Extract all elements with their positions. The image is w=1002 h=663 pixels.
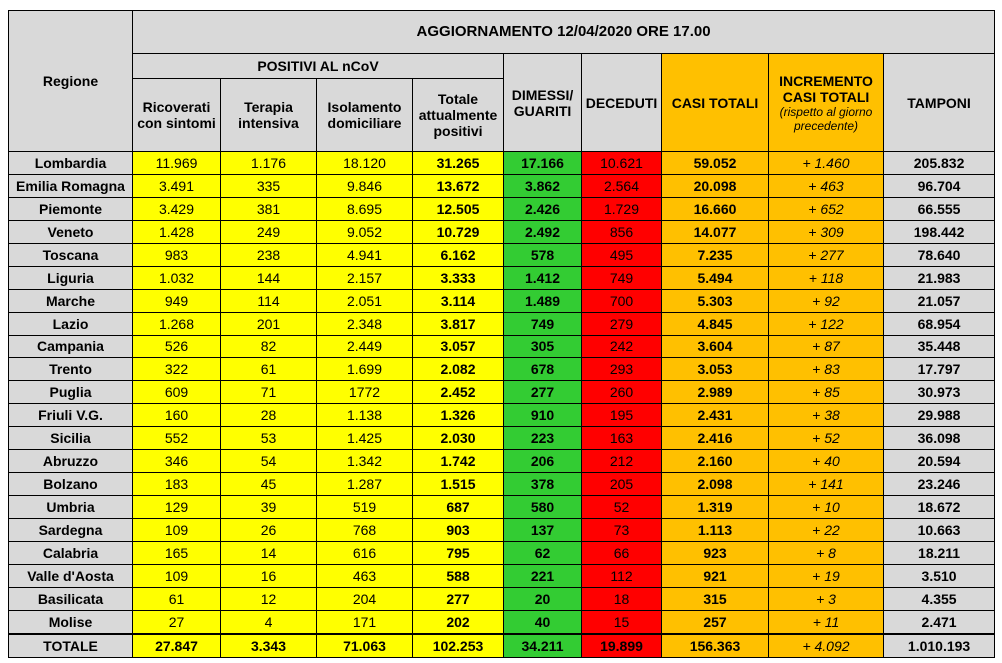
cell-casi-totali: 3.604 xyxy=(662,335,769,358)
cell-deceduti: 2.564 xyxy=(582,174,662,197)
cell-totale-positivi: 12.505 xyxy=(413,197,504,220)
cell-totale-positivi: 2.452 xyxy=(413,381,504,404)
cell-incremento: + 38 xyxy=(769,404,884,427)
cell-dimessi: 206 xyxy=(504,450,582,473)
table-row xyxy=(9,587,995,610)
cell-incremento: + 10 xyxy=(769,496,884,519)
table-row xyxy=(9,381,995,404)
cell-regione: Calabria xyxy=(9,541,133,564)
table-row xyxy=(9,220,995,243)
cell-deceduti: 495 xyxy=(582,243,662,266)
cell-terapia: 82 xyxy=(221,335,317,358)
cell-tamponi: 4.355 xyxy=(884,587,995,610)
cell-deceduti: 163 xyxy=(582,427,662,450)
cell-deceduti: 205 xyxy=(582,473,662,496)
cell-ricoverati: 609 xyxy=(133,381,221,404)
cell-totale-positivi: 3.057 xyxy=(413,335,504,358)
header-ricoverati: Ricoverati con sintomi xyxy=(133,79,221,152)
cell-tamponi: 20.594 xyxy=(884,450,995,473)
cell-tamponi: 18.672 xyxy=(884,496,995,519)
cell-totale-positivi: 6.162 xyxy=(413,243,504,266)
cell-totale-positivi: 277 xyxy=(413,587,504,610)
cell-isolamento: 1.287 xyxy=(317,473,413,496)
total-casi: 156.363 xyxy=(662,634,769,658)
cell-casi-totali: 921 xyxy=(662,564,769,587)
cell-isolamento: 2.157 xyxy=(317,266,413,289)
cell-terapia: 4 xyxy=(221,610,317,633)
header-terapia: Terapia intensiva xyxy=(221,79,317,152)
header-casi-totali: CASI TOTALI xyxy=(662,54,769,152)
cell-casi-totali: 20.098 xyxy=(662,174,769,197)
cell-ricoverati: 1.268 xyxy=(133,312,221,335)
table-row xyxy=(9,564,995,587)
cell-totale-positivi: 10.729 xyxy=(413,220,504,243)
cell-tamponi: 3.510 xyxy=(884,564,995,587)
table-row xyxy=(9,610,995,633)
cell-dimessi: 2.426 xyxy=(504,197,582,220)
cell-casi-totali: 2.160 xyxy=(662,450,769,473)
cell-tamponi: 205.832 xyxy=(884,152,995,175)
cell-regione: Basilicata xyxy=(9,587,133,610)
cell-isolamento: 2.348 xyxy=(317,312,413,335)
cell-incremento: + 83 xyxy=(769,358,884,381)
cell-totale-positivi: 2.082 xyxy=(413,358,504,381)
cell-incremento: + 8 xyxy=(769,541,884,564)
cell-totale-positivi: 3.114 xyxy=(413,289,504,312)
table-row xyxy=(9,427,995,450)
total-tamponi: 1.010.193 xyxy=(884,634,995,658)
header-deceduti: DECEDUTI xyxy=(582,54,662,152)
cell-tamponi: 29.988 xyxy=(884,404,995,427)
cell-isolamento: 519 xyxy=(317,496,413,519)
cell-ricoverati: 3.491 xyxy=(133,174,221,197)
cell-casi-totali: 923 xyxy=(662,541,769,564)
header-incremento xyxy=(769,54,884,152)
cell-dimessi: 580 xyxy=(504,496,582,519)
cell-tamponi: 10.663 xyxy=(884,519,995,542)
cell-deceduti: 112 xyxy=(582,564,662,587)
cell-terapia: 114 xyxy=(221,289,317,312)
cell-terapia: 61 xyxy=(221,358,317,381)
cell-regione: Abruzzo xyxy=(9,450,133,473)
cell-deceduti: 700 xyxy=(582,289,662,312)
cell-tamponi: 35.448 xyxy=(884,335,995,358)
cell-tamponi: 66.555 xyxy=(884,197,995,220)
report-title: AGGIORNAMENTO 12/04/2020 ORE 17.00 xyxy=(133,11,995,54)
total-ricoverati: 27.847 xyxy=(133,634,221,658)
cell-casi-totali: 14.077 xyxy=(662,220,769,243)
cell-ricoverati: 160 xyxy=(133,404,221,427)
cell-tamponi: 21.983 xyxy=(884,266,995,289)
cell-isolamento: 4.941 xyxy=(317,243,413,266)
cell-deceduti: 18 xyxy=(582,587,662,610)
cell-ricoverati: 27 xyxy=(133,610,221,633)
cell-incremento: + 19 xyxy=(769,564,884,587)
header-regione: Regione xyxy=(9,11,133,152)
cell-deceduti: 293 xyxy=(582,358,662,381)
cell-dimessi: 20 xyxy=(504,587,582,610)
total-row xyxy=(9,634,995,658)
cell-dimessi: 1.489 xyxy=(504,289,582,312)
cell-ricoverati: 322 xyxy=(133,358,221,381)
table-row xyxy=(9,152,995,175)
cell-incremento: + 52 xyxy=(769,427,884,450)
cell-terapia: 238 xyxy=(221,243,317,266)
cell-terapia: 1.176 xyxy=(221,152,317,175)
cell-isolamento: 204 xyxy=(317,587,413,610)
table-row xyxy=(9,358,995,381)
table-row xyxy=(9,312,995,335)
cell-incremento: + 92 xyxy=(769,289,884,312)
cell-isolamento: 1.342 xyxy=(317,450,413,473)
cell-terapia: 71 xyxy=(221,381,317,404)
cell-incremento: + 309 xyxy=(769,220,884,243)
cell-tamponi: 21.057 xyxy=(884,289,995,312)
total-incremento: + 4.092 xyxy=(769,634,884,658)
cell-casi-totali: 257 xyxy=(662,610,769,633)
cell-isolamento: 2.449 xyxy=(317,335,413,358)
cell-regione: Sicilia xyxy=(9,427,133,450)
cell-tamponi: 30.973 xyxy=(884,381,995,404)
table-body xyxy=(9,152,995,658)
table-row xyxy=(9,450,995,473)
header-isolamento: Isolamento domiciliare xyxy=(317,79,413,152)
cell-terapia: 39 xyxy=(221,496,317,519)
cell-regione: Lombardia xyxy=(9,152,133,175)
cell-dimessi: 910 xyxy=(504,404,582,427)
cell-casi-totali: 2.431 xyxy=(662,404,769,427)
table-row xyxy=(9,266,995,289)
cell-ricoverati: 949 xyxy=(133,289,221,312)
table-row xyxy=(9,289,995,312)
cell-ricoverati: 165 xyxy=(133,541,221,564)
cell-isolamento: 1772 xyxy=(317,381,413,404)
cell-casi-totali: 2.416 xyxy=(662,427,769,450)
cell-regione: Molise xyxy=(9,610,133,633)
cell-dimessi: 223 xyxy=(504,427,582,450)
total-isolamento: 71.063 xyxy=(317,634,413,658)
cell-deceduti: 10.621 xyxy=(582,152,662,175)
cell-regione: Lazio xyxy=(9,312,133,335)
cell-isolamento: 616 xyxy=(317,541,413,564)
cell-regione: Trento xyxy=(9,358,133,381)
cell-ricoverati: 552 xyxy=(133,427,221,450)
cell-regione: Puglia xyxy=(9,381,133,404)
cell-incremento: + 652 xyxy=(769,197,884,220)
cell-regione: Sardegna xyxy=(9,519,133,542)
cell-deceduti: 212 xyxy=(582,450,662,473)
cell-incremento: + 3 xyxy=(769,587,884,610)
table-row xyxy=(9,404,995,427)
total-terapia: 3.343 xyxy=(221,634,317,658)
cell-incremento: + 87 xyxy=(769,335,884,358)
cell-totale-positivi: 1.742 xyxy=(413,450,504,473)
header-incremento-note: (rispetto al giorno precedente) xyxy=(779,104,873,133)
table-row xyxy=(9,243,995,266)
cell-isolamento: 2.051 xyxy=(317,289,413,312)
cell-regione: Umbria xyxy=(9,496,133,519)
cell-ricoverati: 526 xyxy=(133,335,221,358)
cell-incremento: + 463 xyxy=(769,174,884,197)
cell-dimessi: 277 xyxy=(504,381,582,404)
cell-regione: Veneto xyxy=(9,220,133,243)
table-row xyxy=(9,174,995,197)
cell-casi-totali: 5.494 xyxy=(662,266,769,289)
header-dimessi: DIMESSI/ GUARITI xyxy=(504,54,582,152)
cell-isolamento: 171 xyxy=(317,610,413,633)
cell-deceduti: 66 xyxy=(582,541,662,564)
cell-dimessi: 62 xyxy=(504,541,582,564)
cell-ricoverati: 1.428 xyxy=(133,220,221,243)
cell-totale-positivi: 795 xyxy=(413,541,504,564)
cell-ricoverati: 1.032 xyxy=(133,266,221,289)
cell-incremento: + 118 xyxy=(769,266,884,289)
cell-casi-totali: 1.319 xyxy=(662,496,769,519)
covid-report-table xyxy=(8,10,995,658)
cell-regione: Bolzano xyxy=(9,473,133,496)
cell-terapia: 54 xyxy=(221,450,317,473)
table-row xyxy=(9,519,995,542)
cell-isolamento: 463 xyxy=(317,564,413,587)
header-positivi-group: POSITIVI AL nCoV xyxy=(133,54,504,79)
cell-regione: Campania xyxy=(9,335,133,358)
cell-casi-totali: 5.303 xyxy=(662,289,769,312)
cell-ricoverati: 183 xyxy=(133,473,221,496)
cell-casi-totali: 4.845 xyxy=(662,312,769,335)
cell-ricoverati: 109 xyxy=(133,519,221,542)
cell-terapia: 53 xyxy=(221,427,317,450)
cell-dimessi: 578 xyxy=(504,243,582,266)
cell-casi-totali: 315 xyxy=(662,587,769,610)
cell-casi-totali: 2.098 xyxy=(662,473,769,496)
cell-deceduti: 73 xyxy=(582,519,662,542)
cell-isolamento: 8.695 xyxy=(317,197,413,220)
cell-tamponi: 18.211 xyxy=(884,541,995,564)
cell-regione: Liguria xyxy=(9,266,133,289)
cell-tamponi: 17.797 xyxy=(884,358,995,381)
cell-regione: Toscana xyxy=(9,243,133,266)
cell-terapia: 144 xyxy=(221,266,317,289)
cell-ricoverati: 11.969 xyxy=(133,152,221,175)
cell-casi-totali: 1.113 xyxy=(662,519,769,542)
cell-incremento: + 122 xyxy=(769,312,884,335)
cell-deceduti: 195 xyxy=(582,404,662,427)
cell-terapia: 381 xyxy=(221,197,317,220)
cell-totale-positivi: 1.515 xyxy=(413,473,504,496)
cell-dimessi: 305 xyxy=(504,335,582,358)
cell-tamponi: 2.471 xyxy=(884,610,995,633)
cell-incremento: + 11 xyxy=(769,610,884,633)
cell-totale-positivi: 588 xyxy=(413,564,504,587)
cell-deceduti: 856 xyxy=(582,220,662,243)
cell-dimessi: 17.166 xyxy=(504,152,582,175)
cell-terapia: 335 xyxy=(221,174,317,197)
total-deceduti: 19.899 xyxy=(582,634,662,658)
cell-terapia: 12 xyxy=(221,587,317,610)
cell-regione: Marche xyxy=(9,289,133,312)
cell-terapia: 16 xyxy=(221,564,317,587)
table-row xyxy=(9,473,995,496)
cell-deceduti: 15 xyxy=(582,610,662,633)
cell-ricoverati: 129 xyxy=(133,496,221,519)
cell-ricoverati: 109 xyxy=(133,564,221,587)
cell-incremento: + 40 xyxy=(769,450,884,473)
cell-ricoverati: 3.429 xyxy=(133,197,221,220)
cell-dimessi: 221 xyxy=(504,564,582,587)
cell-incremento: + 22 xyxy=(769,519,884,542)
cell-ricoverati: 61 xyxy=(133,587,221,610)
cell-regione: Emilia Romagna xyxy=(9,174,133,197)
cell-casi-totali: 3.053 xyxy=(662,358,769,381)
cell-totale-positivi: 903 xyxy=(413,519,504,542)
cell-tamponi: 198.442 xyxy=(884,220,995,243)
cell-totale-positivi: 31.265 xyxy=(413,152,504,175)
cell-isolamento: 1.425 xyxy=(317,427,413,450)
cell-dimessi: 378 xyxy=(504,473,582,496)
cell-totale-positivi: 3.333 xyxy=(413,266,504,289)
cell-terapia: 45 xyxy=(221,473,317,496)
cell-deceduti: 52 xyxy=(582,496,662,519)
cell-ricoverati: 346 xyxy=(133,450,221,473)
table-row xyxy=(9,541,995,564)
cell-totale-positivi: 1.326 xyxy=(413,404,504,427)
table-row xyxy=(9,496,995,519)
cell-casi-totali: 7.235 xyxy=(662,243,769,266)
cell-dimessi: 137 xyxy=(504,519,582,542)
cell-isolamento: 1.699 xyxy=(317,358,413,381)
cell-dimessi: 2.492 xyxy=(504,220,582,243)
cell-dimessi: 1.412 xyxy=(504,266,582,289)
covid-report-table-wrapper xyxy=(8,10,994,658)
cell-deceduti: 279 xyxy=(582,312,662,335)
table-row xyxy=(9,335,995,358)
cell-tamponi: 36.098 xyxy=(884,427,995,450)
cell-tamponi: 96.704 xyxy=(884,174,995,197)
cell-isolamento: 1.138 xyxy=(317,404,413,427)
cell-dimessi: 40 xyxy=(504,610,582,633)
cell-casi-totali: 16.660 xyxy=(662,197,769,220)
total-totale-positivi: 102.253 xyxy=(413,634,504,658)
cell-casi-totali: 59.052 xyxy=(662,152,769,175)
cell-tamponi: 78.640 xyxy=(884,243,995,266)
header-incremento-label: INCREMENTO CASI TOTALI xyxy=(779,72,873,105)
cell-regione: Piemonte xyxy=(9,197,133,220)
cell-incremento: + 277 xyxy=(769,243,884,266)
cell-terapia: 26 xyxy=(221,519,317,542)
table-row xyxy=(9,197,995,220)
header-tamponi: TAMPONI xyxy=(884,54,995,152)
cell-isolamento: 18.120 xyxy=(317,152,413,175)
cell-dimessi: 749 xyxy=(504,312,582,335)
cell-totale-positivi: 687 xyxy=(413,496,504,519)
cell-incremento: + 1.460 xyxy=(769,152,884,175)
cell-dimessi: 678 xyxy=(504,358,582,381)
cell-incremento: + 85 xyxy=(769,381,884,404)
header-totale-positivi: Totale attualmente positivi xyxy=(413,79,504,152)
cell-terapia: 201 xyxy=(221,312,317,335)
cell-isolamento: 9.846 xyxy=(317,174,413,197)
cell-tamponi: 23.246 xyxy=(884,473,995,496)
total-regione: TOTALE xyxy=(9,634,133,658)
cell-totale-positivi: 3.817 xyxy=(413,312,504,335)
cell-deceduti: 1.729 xyxy=(582,197,662,220)
cell-ricoverati: 983 xyxy=(133,243,221,266)
cell-regione: Friuli V.G. xyxy=(9,404,133,427)
cell-totale-positivi: 2.030 xyxy=(413,427,504,450)
cell-terapia: 14 xyxy=(221,541,317,564)
cell-regione: Valle d'Aosta xyxy=(9,564,133,587)
cell-incremento: + 141 xyxy=(769,473,884,496)
cell-terapia: 249 xyxy=(221,220,317,243)
cell-terapia: 28 xyxy=(221,404,317,427)
cell-isolamento: 768 xyxy=(317,519,413,542)
cell-deceduti: 242 xyxy=(582,335,662,358)
cell-totale-positivi: 13.672 xyxy=(413,174,504,197)
cell-tamponi: 68.954 xyxy=(884,312,995,335)
cell-isolamento: 9.052 xyxy=(317,220,413,243)
cell-totale-positivi: 202 xyxy=(413,610,504,633)
total-dimessi: 34.211 xyxy=(504,634,582,658)
cell-deceduti: 749 xyxy=(582,266,662,289)
cell-casi-totali: 2.989 xyxy=(662,381,769,404)
cell-dimessi: 3.862 xyxy=(504,174,582,197)
cell-deceduti: 260 xyxy=(582,381,662,404)
